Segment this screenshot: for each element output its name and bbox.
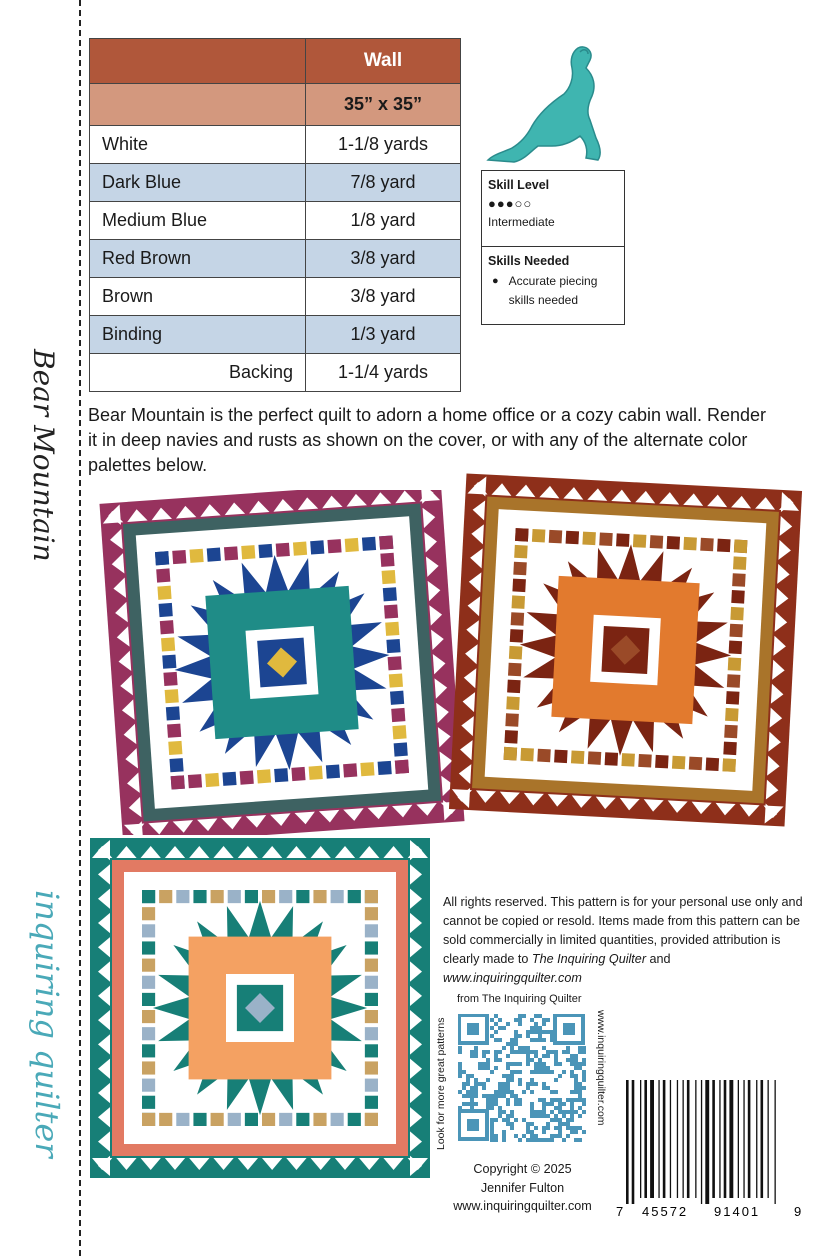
copyright-block: [440, 1160, 605, 1216]
fabric-amount: 1/3 yard: [306, 316, 461, 354]
qr-code[interactable]: [458, 1014, 586, 1142]
rights-brand: The Inquiring Quilter: [531, 952, 647, 966]
fabric-label: Binding: [90, 316, 306, 354]
fabric-label: White: [90, 126, 306, 164]
skills-needed-title: Skills Needed: [488, 254, 570, 268]
skill-level-value: Intermediate: [488, 215, 555, 229]
copyright-line: Copyright © 2025: [473, 1162, 572, 1176]
barcode-digits-2: 45572: [642, 1204, 689, 1219]
table-header-empty: [90, 39, 306, 84]
rights-text: All rights reserved. This pattern is for your personal use only and cannot be copied or resold. Items made from this pattern can be sold commercially in limited quantities, provided attribution is clearly made to: [443, 895, 803, 966]
skill-level-section: [482, 171, 624, 247]
barcode-digit-1: 7: [616, 1204, 624, 1219]
qr-caption-right: [592, 1010, 612, 1150]
qr-caption-top: from The Inquiring Quilter: [457, 993, 582, 1005]
quilt-image-teal: [90, 838, 430, 1178]
fabric-amount: 1-1/8 yards: [306, 126, 461, 164]
skill-rating-dots: ●●●○○: [488, 196, 533, 211]
size-value: 35” x 35”: [306, 84, 461, 126]
table-row: [90, 126, 461, 164]
fabric-amount: 1-1/4 yards: [306, 354, 461, 392]
intro-paragraph: Bear Mountain is the perfect quilt to adorn a home office or a cozy cabin wall. Render it in deep navies and rusts as shown on the cover, or with any of the alternate color palettes below.: [88, 405, 767, 475]
qr-caption-right-text: www.inquiringquilter.com: [595, 1010, 607, 1126]
skill-level-title: Skill Level: [488, 178, 550, 192]
table-row: [90, 164, 461, 202]
size-label-empty: [90, 84, 306, 126]
table-row: [90, 240, 461, 278]
skills-needed-text: Accurate piecing skills needed: [508, 274, 598, 307]
table-row: [90, 354, 461, 392]
rights-and: and: [646, 952, 671, 966]
author-name: Jennifer Fulton: [480, 1180, 565, 1195]
bullet-icon: ●: [492, 275, 499, 287]
skills-needed-section: [482, 247, 624, 310]
barcode-digit-4: 9: [794, 1204, 802, 1219]
barcode-bars: [626, 1080, 776, 1204]
fabric-label: Dark Blue: [90, 164, 306, 202]
spine-title: [18, 345, 66, 575]
barcode-digits-3: 91401: [714, 1204, 761, 1219]
qr-caption-left-text: Look for more great patterns: [435, 1017, 447, 1150]
website-link[interactable]: www.inquiringquilter.com: [453, 1199, 592, 1213]
fabric-label: Red Brown: [90, 240, 306, 278]
table-row: [90, 316, 461, 354]
fabric-amount: 1/8 yard: [306, 202, 461, 240]
qr-caption-left: [430, 1010, 450, 1150]
fabric-label: Medium Blue: [90, 202, 306, 240]
fabric-amount: 3/8 yard: [306, 240, 461, 278]
quilt-image-rust: [448, 465, 803, 835]
fabric-label: Brown: [90, 278, 306, 316]
spine-logo: [14, 880, 74, 1170]
spine-title-text: Bear Mountain: [27, 349, 60, 562]
skill-box: [481, 170, 625, 325]
fabric-amount: 3/8 yard: [306, 278, 461, 316]
table-header-wall: Wall: [306, 39, 461, 84]
skills-needed-item: [488, 272, 618, 310]
fabric-amount: 7/8 yard: [306, 164, 461, 202]
rights-notice: [443, 893, 803, 988]
rights-website: www.inquiringquilter.com: [443, 971, 582, 985]
cat-logo-icon: [482, 42, 612, 166]
fabric-label: Backing: [90, 354, 306, 392]
table-row: [90, 202, 461, 240]
quilt-image-magenta: [92, 490, 472, 835]
fold-line: [79, 0, 81, 1256]
spine-logo-text: inquiring quilter: [28, 890, 66, 1158]
barcode: [614, 1080, 804, 1220]
table-row: [90, 278, 461, 316]
fabric-table: [89, 38, 461, 392]
